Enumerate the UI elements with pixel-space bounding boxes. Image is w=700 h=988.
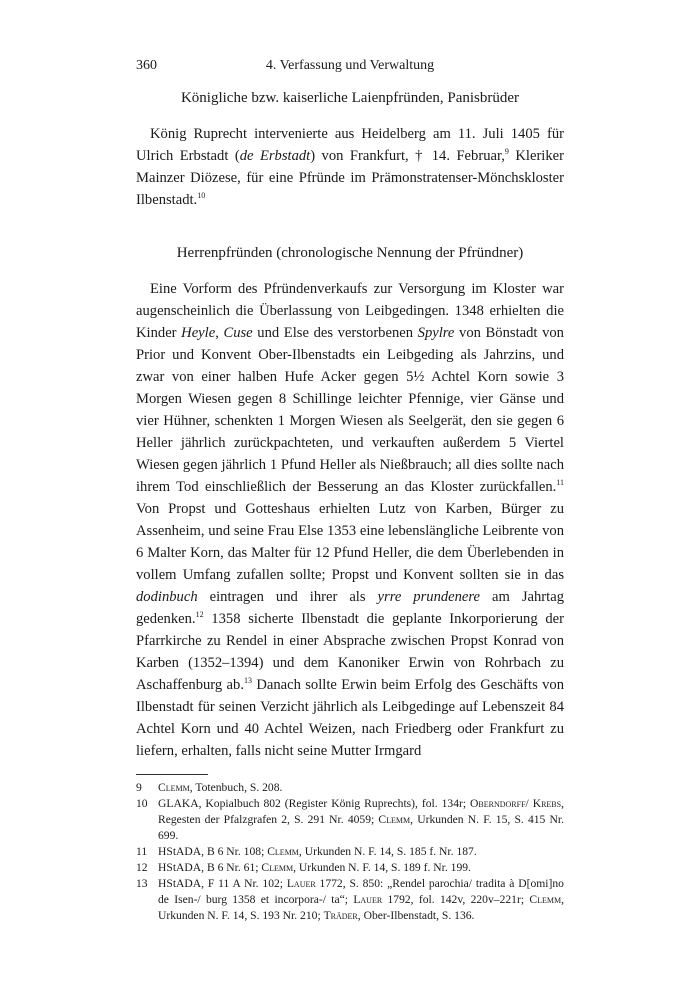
- footnote-ref[interactable]: 12: [195, 610, 204, 620]
- text-run: /: [525, 797, 533, 810]
- text-run: Clemm: [378, 813, 411, 826]
- text-run: 1792, fol. 142v, 220v–221r;: [382, 893, 530, 906]
- text-run: HStADA, B 6 Nr. 61;: [158, 861, 262, 874]
- text-run: dodinbuch: [136, 589, 198, 605]
- text-run: Clemm: [267, 845, 299, 858]
- text-run: eintragen und ihrer als: [197, 589, 378, 605]
- text-run: Clemm: [529, 893, 562, 906]
- running-title: 4. Verfassung und Verwaltung: [265, 58, 435, 73]
- text-run: am Jahrtag gedenken.: [136, 589, 564, 627]
- text-run: , Urkunden N. F. 14, S. 189 f. Nr. 199.: [293, 861, 471, 874]
- section-title-herrenpfruenden: Herrenpfründen (chronologische Nennung der Pfründner): [176, 245, 524, 261]
- text-run: , Urkunden N. F. 14, S. 185 f. Nr. 187.: [298, 845, 477, 858]
- text-run: von Bönstadt von Prior und Konvent Ober-Ilbenstadts ein Leibgeding als Jahrzins, und zwar von einer halben Hufe Acker gegen 5½ Achtel Korn sowie 3 Morgen Wiesen gegen 8 Schillinge leichter Pfennige, vier Gänse und vier Hühner, schenkten 1 Morgen Wiesen als Seelgerät, den sie gegen 6 Heller jährlich zurückpachteten, und verkauften außerdem 5 Viertel Wiesen gegen jährlich 1 Pfund Heller als Nießbrauch; all dies sollte nach ihrem Tod einschließlich der Besserung an das Kloster zurückfallen.: [136, 325, 564, 495]
- text-run: Krebs: [532, 797, 562, 810]
- text-run: , Regesten der Pfalzgrafen 2, S. 291 Nr. 4059;: [158, 797, 564, 826]
- text-run: Träder: [323, 909, 358, 922]
- text-run: GLAKA, Kopialbuch 802 (Register König Ruprechts), fol. 134r;: [158, 797, 471, 810]
- footnote-12: [136, 860, 564, 876]
- footnote-number: 9: [136, 781, 142, 794]
- footnote-11: [136, 844, 564, 860]
- text-run: 1772, S. 850: „Rendel parochia/ tradita à D[omi]no de Isen-/ burg 1358 et incorpora-/ ta“;: [158, 877, 564, 906]
- text-run: , Ober-Ilbenstadt, S. 136.: [357, 909, 475, 922]
- section-title-laienpfruenden: Königliche bzw. kaiserliche Laienpfründen, Panisbrüder: [180, 90, 520, 106]
- paragraph-laienpfruenden: [136, 123, 564, 211]
- text-run: Heyle: [181, 325, 216, 341]
- page-header: [136, 58, 564, 80]
- footnote-ref[interactable]: 10: [197, 191, 206, 201]
- paragraph-herrenpfruenden: [136, 278, 564, 762]
- page-number: 360: [136, 58, 157, 73]
- text-run: Von Propst und Gotteshaus erhielten Lutz von Karben, Bürger zu Assenheim, und seine Frau Else 1353 eine lebenslängliche Leibrente von 6 Malter Korn, das Malter für 12 Pfund Heller, die dem Überlebenden in vollem Umfang zufallen sollte; Propst und Konvent sollten sie in das: [136, 501, 564, 583]
- text-run: Cuse: [223, 325, 253, 341]
- footnote-ref[interactable]: 13: [243, 676, 252, 686]
- footnote-10: [136, 796, 564, 844]
- text-run: , Totenbuch, S. 208.: [189, 781, 283, 794]
- text-run: Lauer: [286, 877, 316, 890]
- text-run: Clemm: [158, 781, 190, 794]
- text-run: und Else des verstorbenen: [252, 325, 418, 341]
- book-page: [136, 58, 564, 924]
- footnote-13: [136, 876, 564, 924]
- footnote-number: 11: [136, 845, 148, 858]
- text-run: König Ruprecht intervenierte aus Heidelberg am 11. Juli 1405 für Ulrich Erbstadt (: [136, 126, 564, 164]
- text-run: Lauer: [353, 893, 383, 906]
- text-run: HStADA, B 6 Nr. 108;: [158, 845, 268, 858]
- footnote-number: 12: [136, 861, 148, 874]
- footnote-separator: [136, 774, 208, 775]
- footnote-ref[interactable]: 9: [504, 147, 509, 157]
- text-run: Clemm: [261, 861, 294, 874]
- text-run: , Urkunden N. F. 14, S. 193 Nr. 210;: [158, 893, 564, 922]
- text-run: 1358 sicherte Ilbenstadt die geplante Inkorporierung der Pfarrkirche zu Rendel in einer Absprache zwischen Propst Konrad von Karben (1352–1394) und dem Kanoniker Erwin von Rohrbach zu Aschaffenburg ab.: [136, 611, 564, 693]
- text-run: , Urkunden N. F. 15, S. 415 Nr. 699.: [158, 813, 565, 842]
- text-run: yrre prundenere: [377, 589, 481, 605]
- text-run: de Erbstadt: [239, 148, 311, 164]
- text-run: Oberndorff: [470, 797, 526, 810]
- text-run: Eine Vorform des Pfründenverkaufs zur Versorgung im Kloster war augenscheinlich die Überlassung von Leibgedingen. 1348 erhielten die Kinder: [136, 281, 564, 341]
- text-run: HStADA, F 11 A Nr. 102;: [158, 877, 287, 890]
- footnote-number: 10: [136, 797, 148, 810]
- footnote-number: 13: [136, 877, 148, 890]
- text-run: Danach sollte Erwin beim Erfolg des Geschäfts von Ilbenstadt für seinen Verzicht jährlich als Leibgedinge auf Lebenszeit 84 Achtel Korn und 40 Achtel Weizen, nach Friedberg oder Frankfurt zu liefern, erhalten, falls nicht seine Mutter Irmgard: [136, 677, 564, 759]
- text-run: Spylre: [417, 325, 455, 341]
- text-run: ) von Frankfurt, † 14. Februar,: [310, 148, 505, 164]
- text-run: ,: [215, 325, 224, 341]
- footnotes: [136, 780, 564, 924]
- footnote-ref[interactable]: 11: [556, 478, 564, 488]
- footnote-9: [136, 780, 564, 796]
- text-run: Kleriker Mainzer Diözese, für eine Pfründe im Prämonstratenser-Mönchskloster Ilbenstadt.: [136, 148, 564, 208]
